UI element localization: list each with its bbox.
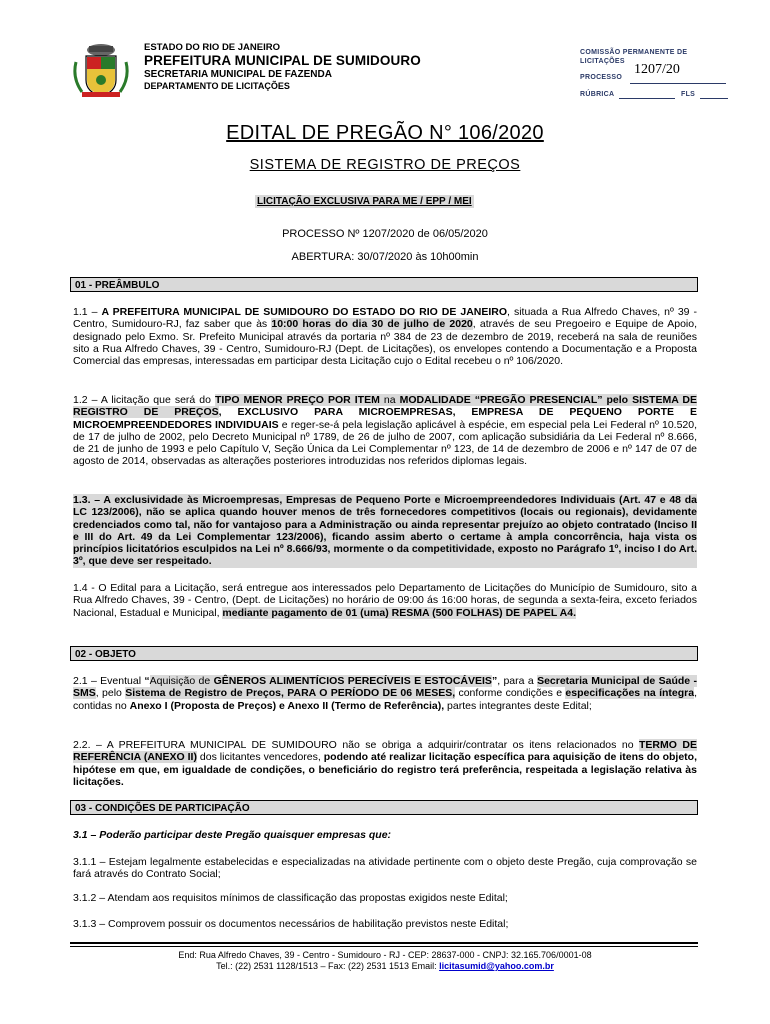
secretariat-name: SECRETARIA MUNICIPAL DE FAZENDA — [144, 69, 332, 80]
department-name: DEPARTAMENTO DE LICITAÇÕES — [144, 81, 290, 91]
text-span: , contidas no — [73, 687, 697, 712]
text-span: na — [379, 394, 400, 406]
document-title: EDITAL DE PREGÃO N° 106/2020 — [226, 122, 544, 144]
footer-phone: Tel.: (22) 2531 1128/1513 – Fax: (22) 2531 1513 Email: — [216, 961, 440, 971]
document-subtitle: SISTEMA DE REGISTRO DE PREÇOS — [249, 157, 521, 173]
rubrica-line — [619, 98, 675, 99]
text-span: , para a — [497, 675, 538, 687]
text-span: 1.1 – — [73, 306, 102, 318]
text-span: podendo até realizar licitação específica para aquisição de itens do objeto, hipótese em que, em igualdade de condições, o beneficiário do registro terá preferência, respeitada a legislação relativa às licitações. — [73, 751, 697, 788]
letterhead-text — [144, 42, 484, 92]
paragraph-3-1-2: 3.1.2 – Atendam aos requisitos mínimos de classificação das propostas exigidos neste Edital; — [73, 892, 508, 904]
text-span: TERMO DE REFERÊNCIA (ANEXO II) — [73, 739, 697, 764]
text-span: , EXCLUSIVO PARA MICROEMPRESAS, EMPRESA DE PEQUENO PORTE E MICROEMPREENDEDORES INDIVIDUAIS — [73, 406, 697, 431]
text-span: A PREFEITURA MUNICIPAL DE SUMIDOURO DO ESTADO DO RIO DE JANEIRO — [101, 306, 508, 318]
text-span: , pelo — [95, 687, 126, 700]
process-line — [630, 83, 726, 84]
footer-email-link[interactable]: licitasumid@yahoo.com.br — [439, 961, 554, 971]
text-span: Anexo I (Proposta de Preços) e Anexo II (Termo de Referência), — [129, 699, 445, 712]
text-span: “ — [144, 675, 150, 687]
text-span: Sistema de Registro de Preços, PARA O PERÍODO DE 06 MESES, — [125, 687, 456, 700]
text-span: MODALIDADE “PREGÃO PRESENCIAL” pelo SISTEMA DE REGISTRO DE PREÇOS — [73, 394, 698, 419]
paragraph-2-2 — [73, 739, 697, 788]
paragraph-3-1: 3.1 – Poderão participar deste Pregão quaisquer empresas que: — [73, 829, 392, 841]
process-label: PROCESSO — [580, 74, 623, 81]
text-span: , situada a Rua Alfredo Chaves, nº 39 - Centro, Sumidouro-RJ, faz saber que às — [73, 306, 697, 331]
text-span: Secretaria Municipal de Saúde - SMS — [73, 675, 697, 700]
text-span: 10:00 horas do dia 30 de julho de 2020 — [271, 318, 473, 331]
fls-label: FLS — [681, 91, 696, 98]
letterhead — [70, 40, 730, 106]
text-span: 1.4 - O Edital para a Licitação, será entregue aos interessados pelo Departamento de Licitações do Município de Sumidouro, sito a Rua Alfredo Chaves, 39 - Centro, (Dept. de Licitações) no horário de 09:00 ás 16:00 horas, de segunda a sexta-feira, exceto feriados Nacional, Estadual e Municipal, — [73, 582, 697, 619]
paragraph-1-1 — [73, 306, 697, 367]
fls-line — [700, 98, 728, 99]
text-span: dos licitantes vencedores, — [196, 751, 324, 764]
commission-line1: COMISSÃO PERMANENTE DE — [580, 49, 688, 56]
paragraph-3-1-1: 3.1.1 – Estejam legalmente estabelecidas e especializadas na atividade pertinente com o objeto deste Pregão, cuja comprovação se fará através do Contrato Social; — [73, 856, 697, 881]
section-header-preambulo: 01 - PREÂMBULO — [70, 277, 698, 292]
paragraph-1-4 — [73, 582, 697, 619]
state-name: ESTADO DO RIO DE JANEIRO — [144, 42, 281, 53]
text-span: 2.2. – A PREFEITURA MUNICIPAL DE SUMIDOURO não se obriga a adquirir/contratar os itens relacionados no — [73, 739, 640, 751]
commission-line2: LICITAÇÕES — [580, 58, 625, 65]
footer-address: End: Rua Alfredo Chaves, 39 - Centro - Sumidouro - RJ - CEP: 28637-000 - CNPJ: 32.165.706/0001-08 — [178, 950, 592, 960]
text-span: TIPO MENOR PREÇO POR ITEM — [215, 394, 380, 406]
rubrica-label: RÚBRICA — [580, 91, 615, 98]
process-line-text: PROCESSO Nº 1207/2020 de 06/05/2020 — [282, 228, 488, 240]
paragraph-2-1 — [73, 675, 697, 712]
exclusive-notice: LICITAÇÃO EXCLUSIVA PARA ME / EPP / MEI — [257, 196, 472, 207]
footer-rule — [70, 942, 698, 944]
paragraph-1-2 — [73, 394, 697, 468]
prefecture-name: PREFEITURA MUNICIPAL DE SUMIDOURO — [144, 53, 421, 68]
text-span: e reger-se-á pela legislação aplicável à espécie, em especial pela Lei Federal nº 10.520, de 17 de julho de 2002, pelo Decreto Municipal nº 1789, de 26 de julho de 2007, com aplicação subsidiária da Lei Federal nº 8.666, de 21 de junho de 1993 e pelo Capítulo V, Seção Única da Lei Complementar nº 123, de 14 de dezembro de 2006 e nº 147 de 07 de agosto de 2014, observadas as alterações posteriores introduzidas nos referidos diplomas legais. — [73, 418, 698, 468]
text-span: conforme condições e — [455, 687, 566, 700]
municipal-seal-icon — [72, 42, 130, 98]
paragraph-3-1-3: 3.1.3 – Comprovem possuir os documentos necessários de habilitação previstos neste Edital; — [73, 918, 509, 930]
opening-date: ABERTURA: 30/07/2020 às 10h00min — [291, 251, 479, 263]
text-span: GÊNEROS ALIMENTÍCIOS PERECÍVEIS E ESTOCÁVEIS — [213, 675, 492, 687]
text-span: ” — [491, 675, 498, 687]
text-span: mediante pagamento de 01 (uma) RESMA (500 FOLHAS) DE PAPEL A4. — [222, 606, 576, 619]
section-header-condicoes: 03 - CONDIÇÕES DE PARTICIPAÇÃO — [70, 800, 698, 815]
section-header-objeto: 02 - OBJETO — [70, 646, 698, 661]
footer-rule-thin — [70, 946, 698, 947]
text-span: especificações na íntegra — [565, 687, 695, 700]
text-span: , através de seu Pregoeiro e Equipe de Apoio, designado pelo Exmo. Sr. Prefeito Municipal através da portaria nº 384 de 23 de dezembro de 2019, receberá na sala de reuniões sito a Rua Alfredo Chaves, 39 - Centro, Sumidouro-RJ (Dept. de Licitações), os envelopes contendo a Documentação e a Proposta Comercial das empresas, interessadas em participar desta Licitação cujo o Edital recebeu o nº 106/2020. — [73, 318, 698, 368]
text-span: 2.1 – Eventual — [73, 675, 145, 687]
text-span: 1.2 – A licitação que será do — [73, 394, 215, 406]
paragraph-1-3: 1.3. – A exclusividade às Microempresas, Empresas de Pequeno Porte e Microempreendedores Individuais (Art. 47 e 48 da LC 123/2006), não se aplica quando houver menos de três fornecedores competitivos (locais ou regionais), devidamente credenciados como tal, não for vantajoso para a Administração ou ainda representar prejuízo ao objeto contratado (Inciso II e III do Art. 49 da Lei Complementar 123/2006), ficando assim aberto o certame à ampla concorrência, haja vista os princípios licitatórios esculpidos na Lei nº 8.666/93, mormente o da competitividade, exposto no Parágrafo 1º, inciso I do Art. 3º, que deve ser respeitado. — [73, 494, 697, 568]
footer-contact — [0, 961, 770, 971]
text-span: Aquisição de — [149, 675, 214, 687]
text-span: partes integrantes deste Edital; — [444, 699, 592, 712]
process-number-handwritten: 1207/20 — [634, 62, 680, 77]
